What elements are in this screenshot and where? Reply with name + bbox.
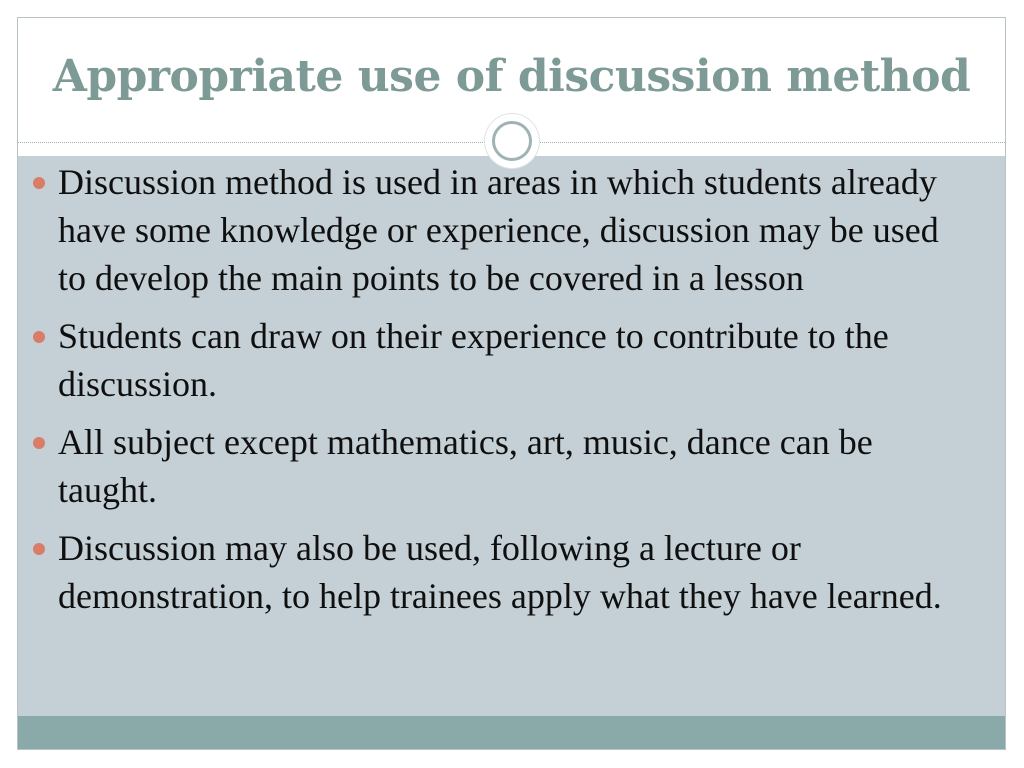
bullet-item [28, 524, 973, 620]
footer-band [18, 716, 1005, 750]
bullet-text: Discussion method is used in areas in which students already have some knowledge or experience, discussion may be used to develop the main points to be covered in a lesson [58, 162, 939, 298]
bullet-list [28, 158, 973, 630]
bullet-dot-icon [33, 543, 45, 555]
bullet-item [28, 158, 973, 302]
bullet-dot-icon [33, 437, 45, 449]
circle-ornament-inner [492, 121, 532, 161]
bullet-dot-icon [33, 177, 45, 189]
bullet-item [28, 418, 973, 514]
bullet-dot-icon [33, 331, 45, 343]
bullet-text: Discussion may also be used, following a lecture or demonstration, to help trainees apply what they have learned. [58, 528, 942, 616]
bullet-text: Students can draw on their experience to contribute to the discussion. [58, 316, 889, 404]
slide-title: Appropriate use of discussion method [52, 51, 971, 102]
bullet-text: All subject except mathematics, art, music, dance can be taught. [58, 422, 873, 510]
bullet-item [28, 312, 973, 408]
